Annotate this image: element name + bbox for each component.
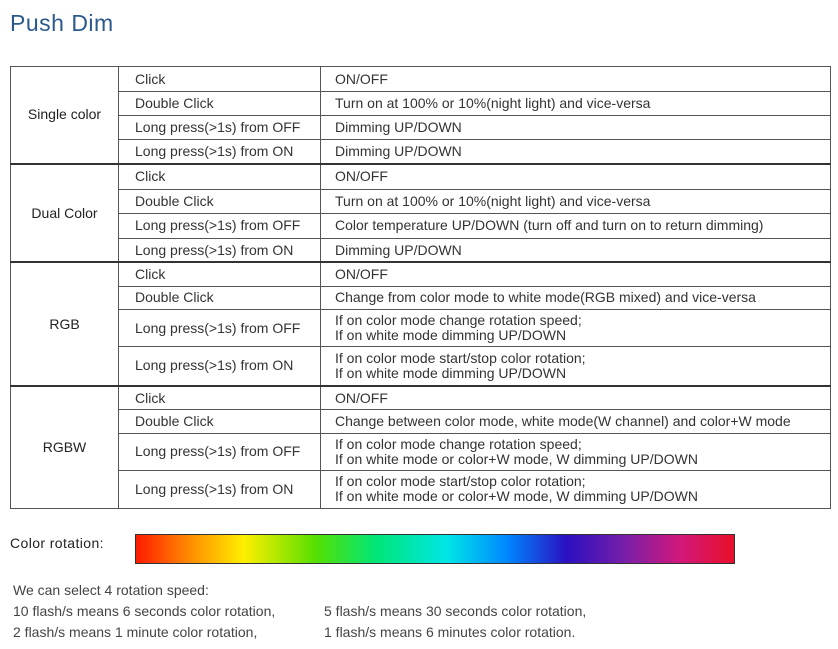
table-row: [11, 386, 831, 410]
description-cell: [321, 470, 831, 508]
description-cell: [321, 309, 831, 346]
table-row: [11, 213, 831, 238]
table-row: [11, 67, 831, 92]
action-cell: Long press(>1s) from OFF: [119, 116, 321, 140]
action-cell: Double Click: [119, 92, 321, 116]
description-line: If on color mode start/stop color rotation;: [335, 349, 586, 366]
action-cell: Long press(>1s) from OFF: [119, 433, 321, 470]
description-line: If on color mode start/stop color rotation;: [335, 473, 586, 490]
action-cell: Long press(>1s) from ON: [119, 470, 321, 508]
table-row: [11, 92, 831, 116]
action-cell: Double Click: [119, 410, 321, 433]
color-rotation-section: [10, 535, 104, 551]
description-line: ON/OFF: [335, 266, 388, 283]
action-cell: Long press(>1s) from ON: [119, 140, 321, 164]
description-cell: [321, 410, 831, 433]
table-row: [11, 238, 831, 262]
action-cell: Long press(>1s) from OFF: [119, 213, 321, 238]
group-label: Single color: [11, 67, 119, 164]
description-line: If on white mode dimming UP/DOWN: [335, 327, 567, 344]
color-rotation-label: Color rotation:: [10, 535, 104, 551]
description-cell: [321, 286, 831, 309]
description-cell: [321, 67, 831, 92]
action-cell: Double Click: [119, 189, 321, 213]
table-row: [11, 433, 831, 470]
description-line: If on color mode change rotation speed;: [335, 312, 582, 329]
group-label: Dual Color: [11, 164, 119, 262]
table-row: [11, 286, 831, 309]
table-row: [11, 309, 831, 346]
color-rotation-spectrum-bar: [135, 534, 735, 564]
description-line: Turn on at 100% or 10%(night light) and vice-versa: [335, 95, 651, 112]
description-cell: [321, 433, 831, 470]
action-cell: Click: [119, 67, 321, 92]
description-line: ON/OFF: [335, 389, 388, 406]
table-row: [11, 189, 831, 213]
page-title: Push Dim: [10, 10, 114, 36]
action-cell: Click: [119, 262, 321, 286]
description-line: Dimming UP/DOWN: [335, 119, 462, 136]
action-cell: Long press(>1s) from ON: [119, 347, 321, 386]
action-cell: Long press(>1s) from OFF: [119, 309, 321, 346]
description-cell: [321, 189, 831, 213]
description-cell: [321, 262, 831, 286]
group-label: RGB: [11, 262, 119, 386]
speed-note: 10 flash/s means 6 seconds color rotation,: [13, 603, 276, 619]
description-line: If on color mode change rotation speed;: [335, 435, 582, 452]
description-line: If on white mode or color+W mode, W dimming UP/DOWN: [335, 450, 698, 467]
description-line: If on white mode dimming UP/DOWN: [335, 364, 567, 381]
description-cell: [321, 140, 831, 164]
action-cell: Long press(>1s) from ON: [119, 238, 321, 262]
action-cell: Double Click: [119, 286, 321, 309]
description-cell: [321, 92, 831, 116]
description-line: Change from color mode to white mode(RGB mixed) and vice-versa: [335, 289, 756, 306]
description-cell: [321, 238, 831, 262]
table-row: [11, 347, 831, 386]
description-cell: [321, 116, 831, 140]
table-row: [11, 164, 831, 189]
notes-row: [13, 622, 586, 643]
description-cell: [321, 347, 831, 386]
push-dim-table: [10, 66, 831, 509]
table-row: [11, 140, 831, 164]
speed-note: 1 flash/s means 6 minutes color rotation.: [324, 624, 576, 640]
description-cell: [321, 386, 831, 410]
description-line: ON/OFF: [335, 70, 388, 87]
description-cell: [321, 213, 831, 238]
table-row: [11, 410, 831, 433]
description-line: Change between color mode, white mode(W channel) and color+W mode: [335, 412, 791, 429]
description-line: If on white mode or color+W mode, W dimming UP/DOWN: [335, 488, 698, 505]
table-row: [11, 470, 831, 508]
group-label: RGBW: [11, 386, 119, 509]
description-line: Dimming UP/DOWN: [335, 143, 462, 160]
speed-note: 2 flash/s means 1 minute color rotation,: [13, 624, 258, 640]
description-cell: [321, 164, 831, 189]
description-line: Dimming UP/DOWN: [335, 241, 462, 258]
action-cell: Click: [119, 386, 321, 410]
table-row: [11, 262, 831, 286]
rotation-speed-notes: [13, 580, 586, 643]
notes-intro: We can select 4 rotation speed:: [13, 582, 209, 598]
description-line: Color temperature UP/DOWN (turn off and turn on to return dimming): [335, 217, 764, 234]
action-cell: Click: [119, 164, 321, 189]
speed-note: 5 flash/s means 30 seconds color rotation,: [324, 603, 587, 619]
description-line: ON/OFF: [335, 168, 388, 185]
description-line: Turn on at 100% or 10%(night light) and vice-versa: [335, 192, 651, 209]
table-row: [11, 116, 831, 140]
notes-row: [13, 601, 586, 622]
